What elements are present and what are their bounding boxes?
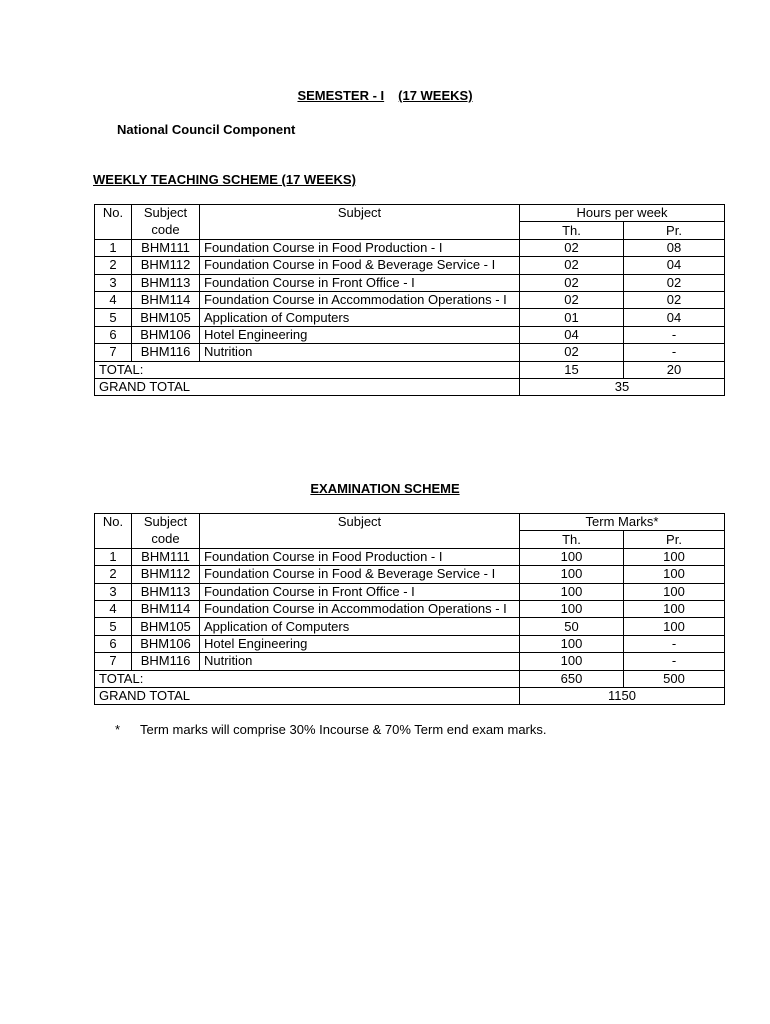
total-pr: 500 <box>624 670 725 687</box>
cell-no: 3 <box>95 274 132 291</box>
footnote <box>115 722 547 737</box>
cell-subject: Foundation Course in Accommodation Operations - I <box>200 600 520 617</box>
cell-th: 04 <box>520 326 624 343</box>
cell-no: 6 <box>95 326 132 343</box>
grand-total-label: GRAND TOTAL <box>95 687 520 704</box>
cell-code: BHM105 <box>132 618 200 635</box>
table-row <box>95 653 725 670</box>
cell-code: BHM112 <box>132 257 200 274</box>
cell-pr: 100 <box>624 618 725 635</box>
cell-subject: Hotel Engineering <box>200 635 520 652</box>
cell-subject: Foundation Course in Food & Beverage Service - I <box>200 257 520 274</box>
table-row <box>95 257 725 274</box>
cell-no: 7 <box>95 653 132 670</box>
table-row <box>95 239 725 256</box>
header-pr: Pr. <box>624 531 725 548</box>
cell-subject: Application of Computers <box>200 309 520 326</box>
header-code-line2: code <box>132 531 200 548</box>
cell-th: 01 <box>520 309 624 326</box>
cell-code: BHM113 <box>132 583 200 600</box>
cell-subject: Nutrition <box>200 344 520 361</box>
total-th: 15 <box>520 361 624 378</box>
cell-pr: - <box>624 635 725 652</box>
cell-no: 3 <box>95 583 132 600</box>
total-pr: 20 <box>624 361 725 378</box>
cell-no: 2 <box>95 566 132 583</box>
semester-title-weeks: (17 WEEKS) <box>398 88 473 103</box>
examination-scheme-title: EXAMINATION SCHEME <box>310 481 460 496</box>
table-row <box>95 326 725 343</box>
table-row <box>95 548 725 565</box>
table-header-row <box>95 205 725 222</box>
header-th: Th. <box>520 222 624 239</box>
semester-title-label: SEMESTER - I <box>297 88 385 103</box>
cell-th: 02 <box>520 344 624 361</box>
total-row <box>95 361 725 378</box>
cell-code: BHM114 <box>132 600 200 617</box>
cell-code: BHM105 <box>132 309 200 326</box>
header-no: No. <box>95 205 132 240</box>
cell-code: BHM111 <box>132 548 200 565</box>
cell-no: 5 <box>95 618 132 635</box>
cell-pr: 100 <box>624 566 725 583</box>
header-pr: Pr. <box>624 222 725 239</box>
cell-th: 02 <box>520 274 624 291</box>
header-subject: Subject <box>200 514 520 549</box>
table-row <box>95 344 725 361</box>
cell-code: BHM112 <box>132 566 200 583</box>
cell-pr: - <box>624 326 725 343</box>
header-code-line2: code <box>132 222 200 239</box>
cell-subject: Foundation Course in Accommodation Operations - I <box>200 291 520 308</box>
header-code: Subject <box>132 205 200 222</box>
total-th: 650 <box>520 670 624 687</box>
total-row <box>95 670 725 687</box>
table-row <box>95 274 725 291</box>
cell-code: BHM111 <box>132 239 200 256</box>
cell-th: 50 <box>520 618 624 635</box>
table-row <box>95 635 725 652</box>
cell-pr: - <box>624 344 725 361</box>
header-hours-group: Hours per week <box>520 205 725 222</box>
cell-pr: 04 <box>624 309 725 326</box>
cell-subject: Application of Computers <box>200 618 520 635</box>
table-row <box>95 566 725 583</box>
cell-code: BHM114 <box>132 291 200 308</box>
teaching-scheme-title: WEEKLY TEACHING SCHEME (17 WEEKS) <box>93 172 356 187</box>
table-header-row <box>95 514 725 531</box>
cell-pr: 100 <box>624 583 725 600</box>
cell-no: 6 <box>95 635 132 652</box>
header-subject: Subject <box>200 205 520 240</box>
cell-no: 5 <box>95 309 132 326</box>
cell-code: BHM116 <box>132 344 200 361</box>
cell-pr: 02 <box>624 274 725 291</box>
cell-pr: 04 <box>624 257 725 274</box>
header-term-marks-group: Term Marks* <box>520 514 725 531</box>
table-row <box>95 309 725 326</box>
table-row <box>95 583 725 600</box>
cell-th: 02 <box>520 291 624 308</box>
cell-no: 1 <box>95 548 132 565</box>
cell-subject: Hotel Engineering <box>200 326 520 343</box>
cell-th: 100 <box>520 653 624 670</box>
table-row <box>95 291 725 308</box>
cell-subject: Foundation Course in Food Production - I <box>200 239 520 256</box>
cell-no: 4 <box>95 600 132 617</box>
cell-pr: 100 <box>624 548 725 565</box>
cell-code: BHM106 <box>132 635 200 652</box>
grand-total-row <box>95 687 725 704</box>
cell-th: 100 <box>520 635 624 652</box>
cell-th: 100 <box>520 583 624 600</box>
grand-total-row <box>95 378 725 395</box>
cell-subject: Foundation Course in Front Office - I <box>200 583 520 600</box>
header-code: Subject <box>132 514 200 531</box>
grand-total-value: 35 <box>520 378 725 395</box>
cell-subject: Foundation Course in Food & Beverage Service - I <box>200 566 520 583</box>
cell-subject: Foundation Course in Front Office - I <box>200 274 520 291</box>
examination-scheme-table <box>94 513 725 705</box>
cell-code: BHM113 <box>132 274 200 291</box>
grand-total-value: 1150 <box>520 687 725 704</box>
cell-subject: Foundation Course in Food Production - I <box>200 548 520 565</box>
teaching-scheme-table <box>94 204 725 396</box>
cell-th: 100 <box>520 600 624 617</box>
header-th: Th. <box>520 531 624 548</box>
cell-th: 100 <box>520 566 624 583</box>
cell-no: 2 <box>95 257 132 274</box>
total-label: TOTAL: <box>95 361 520 378</box>
cell-no: 7 <box>95 344 132 361</box>
footnote-text: Term marks will comprise 30% Incourse & 70% Term end exam marks. <box>140 722 547 737</box>
footnote-marker: * <box>115 722 121 737</box>
cell-code: BHM116 <box>132 653 200 670</box>
cell-pr: 02 <box>624 291 725 308</box>
table-row <box>95 600 725 617</box>
component-heading: National Council Component <box>117 122 296 137</box>
cell-subject: Nutrition <box>200 653 520 670</box>
header-no: No. <box>95 514 132 549</box>
cell-pr: 08 <box>624 239 725 256</box>
total-label: TOTAL: <box>95 670 520 687</box>
cell-no: 4 <box>95 291 132 308</box>
cell-th: 02 <box>520 239 624 256</box>
semester-title <box>0 88 770 103</box>
cell-pr: 100 <box>624 600 725 617</box>
cell-code: BHM106 <box>132 326 200 343</box>
grand-total-label: GRAND TOTAL <box>95 378 520 395</box>
cell-th: 100 <box>520 548 624 565</box>
cell-pr: - <box>624 653 725 670</box>
table-row <box>95 618 725 635</box>
cell-no: 1 <box>95 239 132 256</box>
cell-th: 02 <box>520 257 624 274</box>
